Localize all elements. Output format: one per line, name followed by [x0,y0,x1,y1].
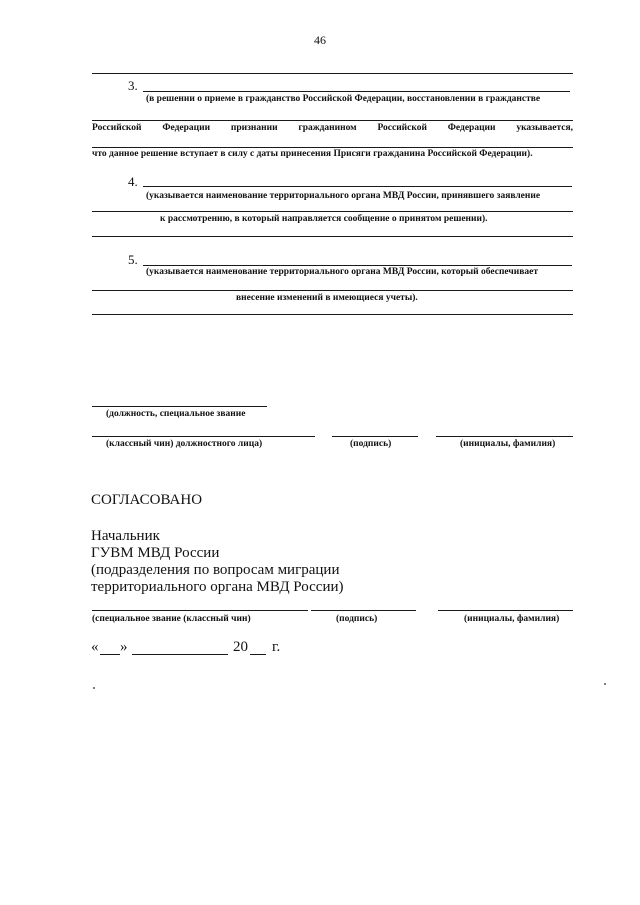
approval-signature-label: (подпись) [336,614,378,624]
date-year-suffix: г. [272,639,281,655]
approval-name-line [438,610,573,611]
item5-line1: (указывается наименование территориального органа МВД России, который обеспечивает [146,267,538,277]
item5-rule-3 [92,314,573,315]
approval-heading: СОГЛАСОВАНО [91,492,203,508]
page-number: 46 [314,33,326,47]
item4-fill-line [143,186,572,187]
approval-line-1: Начальник [91,528,160,544]
item4-rule-2 [92,211,573,212]
item5-rule-2 [92,290,573,291]
name-label: (инициалы, фамилия) [460,439,556,449]
date-close-quote: » [120,639,128,655]
item3-word: признании [230,123,278,133]
date-open-quote: « [91,639,99,655]
item4-line1: (указывается наименование территориального органа МВД России, принявшего заявление [146,191,541,201]
rank-label: (классный чин) должностного лица) [106,439,263,449]
position-line [92,406,267,407]
item3-word: Федерации [162,123,211,133]
item3-word: Российской [377,123,427,133]
date-year-line [250,654,266,655]
approval-rank-label: (специальное звание (классный чин) [92,614,251,624]
scan-speck [604,683,606,685]
item3-number: 3. [128,78,138,93]
item3-word: указывается, [516,123,573,133]
item3-rule-2 [92,120,573,121]
item3-word: Российской [92,123,142,133]
item5-fill-line [143,265,572,266]
name-line [436,436,573,437]
date-year-prefix: 20 [233,639,248,655]
signature-line [332,436,418,437]
approval-signature-line [311,610,416,611]
approval-line-4: территориального органа МВД России) [91,579,344,595]
approval-line-2: ГУВМ МВД России [91,545,220,561]
top-rule [92,73,573,74]
rank-line [92,436,315,437]
approval-rank-line [92,610,308,611]
item3-line2 [92,123,573,133]
item3-rule-3 [92,147,573,148]
item4-rule-3 [92,236,573,237]
scan-speck [93,687,95,689]
item5-line2: внесение изменений в имеющиеся учеты). [236,293,418,303]
item3-word: гражданином [298,123,357,133]
item5-number: 5. [128,252,138,267]
item3-line3: что данное решение вступает в силу с даты принесения Присяги гражданина Российской Федерации). [92,149,533,159]
position-label: (должность, специальное звание [106,409,246,419]
date-day-line [100,654,120,655]
approval-name-label: (инициалы, фамилия) [464,614,560,624]
item4-number: 4. [128,174,138,189]
date-month-line [132,654,228,655]
signature-label: (подпись) [350,439,392,449]
item3-line1: (в решении о приеме в гражданство Российской Федерации, восстановлении в гражданстве [146,94,541,104]
item4-line2: к рассмотрению, в который направляется сообщение о принятом решении). [160,214,488,224]
item3-fill-line [143,91,570,92]
approval-line-3: (подразделения по вопросам миграции [91,562,340,578]
item3-word: Федерации [447,123,496,133]
